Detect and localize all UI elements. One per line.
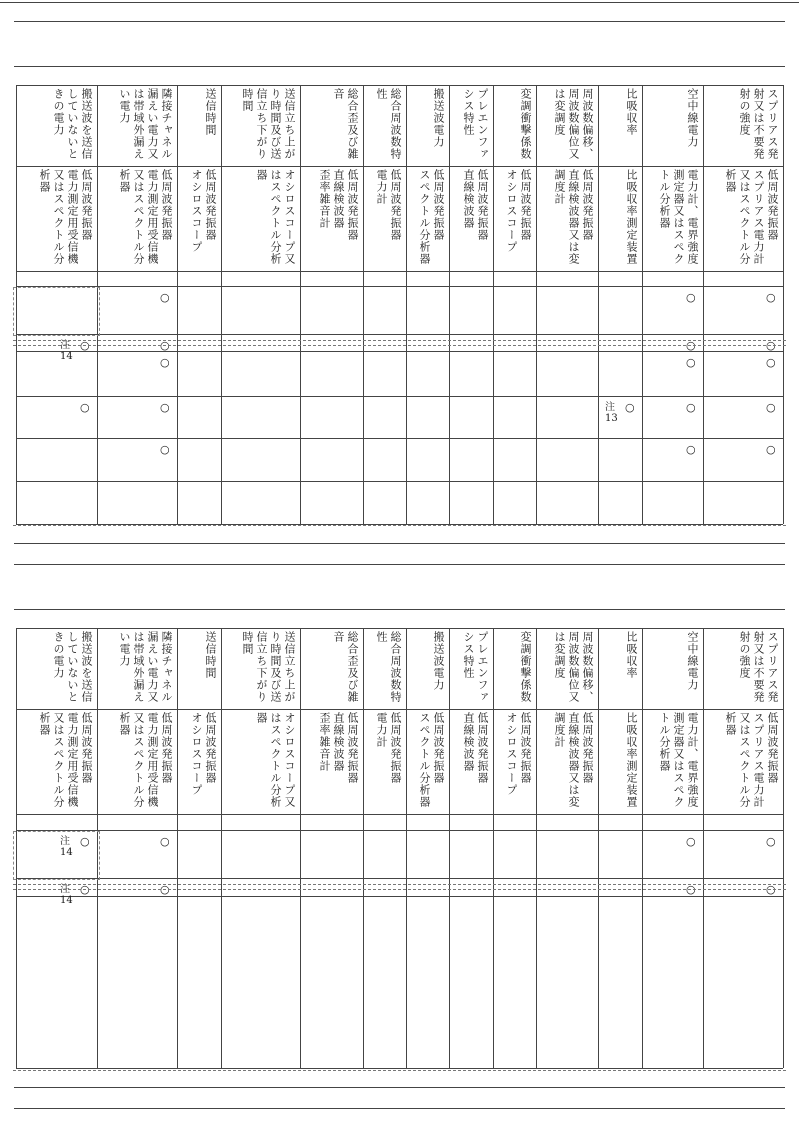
column-header-item: 周波数偏移、 周波数偏位又 は変調度: [553, 88, 594, 160]
column-header-equipment: 低周波発振器 直線検波器又は変 調度計: [553, 712, 594, 808]
column-header-equipment: 低周波発振器 直線検波器 歪率雑音計: [318, 169, 359, 241]
dashed-highlight-box: [13, 831, 100, 880]
column-header-equipment: 比吸収率測定装置: [625, 712, 638, 808]
measurement-table-1: [16, 85, 783, 524]
check-circle-mark: ○: [766, 291, 776, 304]
column-header-item: 搬送波を送信 していないと きの電力: [52, 631, 93, 703]
check-circle-mark: ○: [686, 835, 696, 848]
column-header-item: 総合歪及び雑 音: [332, 88, 359, 160]
check-circle-mark: ○: [766, 835, 776, 848]
dashed-separator: [13, 525, 786, 526]
column-header-equipment: 低周波発振器 スペクトル分析器: [418, 712, 445, 808]
column-header-equipment: オシロスコープ又 はスペクトル分析 器: [255, 169, 296, 265]
column-header-item: 送信立ち上が り時間及び送 信立ち下がり 時間: [241, 88, 296, 160]
dashed-separator: [13, 1070, 786, 1071]
check-circle-mark: ○: [766, 356, 776, 369]
check-circle-mark: ○: [686, 443, 696, 456]
column-header-item: 隣接チャネル 漏えい電力又 は帯域外漏え い電力: [118, 88, 173, 160]
column-header-item: 総合歪及び雑 音: [332, 631, 359, 703]
column-header-item: 変調衝撃係数: [519, 88, 532, 160]
column-header-equipment: 低周波発振器 オシロスコープ: [190, 169, 217, 253]
column-header-item: スプリアス発 射又は不要発 射の強度: [738, 631, 779, 703]
column-header-equipment: 電力計、電界強度 測定器又はスペク トル分析器: [658, 169, 699, 265]
dashed-separator: [13, 345, 786, 346]
column-header-equipment: 低周波発振器 スペクトル分析器: [418, 169, 445, 265]
check-circle-mark: ○: [80, 883, 90, 896]
check-circle-mark: ○: [686, 883, 696, 896]
page-top-rule: [0, 2, 799, 3]
column-header-item: 隣接チャネル 漏えい電力又 は帯域外漏え い電力: [118, 631, 173, 703]
check-circle-mark: ○: [686, 356, 696, 369]
column-header-equipment: 低周波発振器 直線検波器又は変 調度計: [553, 169, 594, 265]
column-header-item: 搬送波電力: [432, 88, 445, 148]
column-header-equipment: 低周波発振器 スプリアス電力計 又はスペクトル分 析器: [724, 712, 779, 808]
column-header-item: 空中線電力: [686, 631, 699, 691]
column-header-item: 送信時間: [204, 88, 217, 136]
check-circle-mark: ○: [160, 443, 170, 456]
note-reference: 注 14: [60, 884, 73, 906]
column-header-equipment: 電力計、電界強度 測定器又はスペク トル分析器: [658, 712, 699, 808]
column-header-item: 搬送波を送信 していないと きの電力: [52, 88, 93, 160]
page-rule: [14, 1087, 785, 1088]
column-header-item: 送信立ち上が り時間及び送 信立ち下がり 時間: [241, 631, 296, 703]
dashed-separator: [13, 340, 786, 341]
check-circle-mark: ○: [766, 401, 776, 414]
check-circle-mark: ○: [80, 835, 90, 848]
page-rule: [14, 543, 785, 544]
page-rule: [14, 66, 785, 67]
page-rule: [14, 564, 785, 565]
check-circle-mark: ○: [80, 339, 90, 352]
column-header-equipment: 低周波発振器 電力測定用受信機 又はスペクトル分 析器: [38, 712, 93, 808]
column-header-equipment: 比吸収率測定装置: [625, 169, 638, 265]
column-header-equipment: 低周波発振器 直線検波器: [462, 712, 489, 784]
column-header-item: プレエンファ シス特性: [462, 631, 489, 703]
check-circle-mark: ○: [160, 401, 170, 414]
column-header-equipment: 低周波発振器 電力計: [375, 712, 402, 784]
note-reference: 注 14: [60, 340, 73, 362]
check-circle-mark: ○: [766, 443, 776, 456]
column-header-item: 比吸収率: [625, 88, 638, 136]
measurement-table-2: [16, 628, 783, 1068]
column-header-item: スプリアス発 射又は不要発 射の強度: [738, 88, 779, 160]
column-header-equipment: 低周波発振器 電力測定用受信機 又はスペクトル分 析器: [38, 169, 93, 265]
column-header-equipment: 低周波発振器 直線検波器 歪率雑音計: [318, 712, 359, 784]
column-header-item: 総合周波数特 性: [375, 631, 402, 703]
column-header-item: 変調衝撃係数: [519, 631, 532, 703]
check-circle-mark: ○: [160, 291, 170, 304]
dashed-highlight-box: [13, 287, 100, 336]
column-header-item: 搬送波電力: [432, 631, 445, 691]
column-header-item: 送信時間: [204, 631, 217, 679]
column-header-equipment: 低周波発振器 オシロスコープ: [190, 712, 217, 796]
column-header-equipment: 低周波発振器 電力測定用受信機 又はスペクトル分 析器: [118, 169, 173, 265]
check-circle-mark: ○: [766, 883, 776, 896]
column-header-item: 空中線電力: [686, 88, 699, 148]
check-circle-mark: ○: [686, 401, 696, 414]
page-rule: [14, 1108, 785, 1109]
column-header-equipment: 低周波発振器 電力測定用受信機 又はスペクトル分 析器: [118, 712, 173, 808]
column-header-equipment: 低周波発振器 スプリアス電力計 又はスペクトル分 析器: [724, 169, 779, 265]
check-circle-mark: ○: [160, 835, 170, 848]
column-header-item: 総合周波数特 性: [375, 88, 402, 160]
column-header-item: 周波数偏移、 周波数偏位又 は変調度: [553, 631, 594, 703]
dashed-separator: [13, 889, 786, 890]
check-circle-mark: ○: [160, 339, 170, 352]
note-reference: 注 14: [60, 836, 73, 858]
column-header-item: 比吸収率: [625, 631, 638, 679]
column-header-equipment: 低周波発振器 オシロスコープ: [505, 712, 532, 796]
check-circle-mark: ○: [686, 339, 696, 352]
page-rule: [14, 609, 785, 610]
column-header-equipment: 低周波発振器 直線検波器: [462, 169, 489, 241]
page-rule: [14, 21, 785, 22]
check-circle-mark: ○: [686, 291, 696, 304]
check-circle-mark: ○: [160, 883, 170, 896]
column-header-equipment: 低周波発振器 電力計: [375, 169, 402, 241]
note-reference: 注 13: [605, 402, 618, 424]
check-circle-mark: ○: [160, 356, 170, 369]
check-circle-mark: ○: [625, 401, 635, 414]
dashed-separator: [13, 884, 786, 885]
column-header-equipment: 低周波発振器 オシロスコープ: [505, 169, 532, 253]
check-circle-mark: ○: [80, 401, 90, 414]
column-header-item: プレエンファ シス特性: [462, 88, 489, 160]
check-circle-mark: ○: [766, 339, 776, 352]
column-header-equipment: オシロスコープ又 はスペクトル分析 器: [255, 712, 296, 808]
